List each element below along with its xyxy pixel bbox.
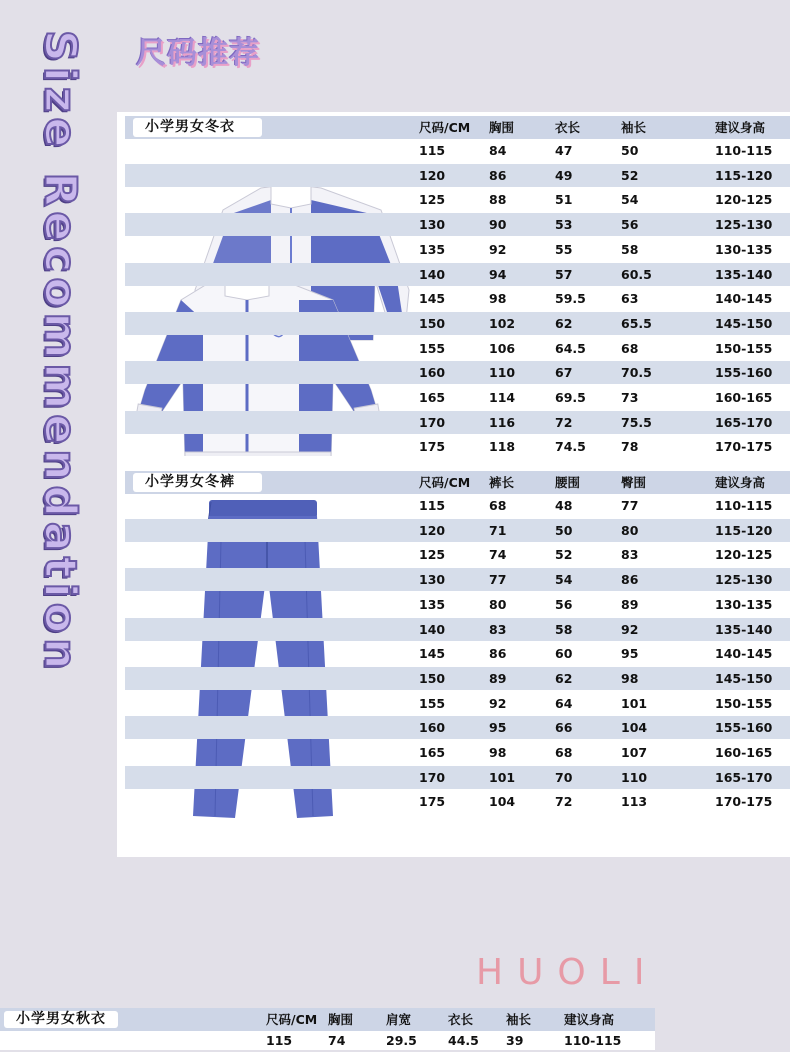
table-cell: 75.5 [621, 414, 652, 430]
table-cell: 125-130 [715, 572, 773, 588]
table-cell: 170 [419, 414, 446, 430]
table-cell: 92 [489, 695, 507, 711]
table-cell: 57 [555, 266, 573, 282]
column-header: 建议身高 [715, 475, 766, 490]
table-cell: 170-175 [715, 794, 773, 810]
table-cell: 86 [489, 646, 507, 662]
table-cell: 140-145 [715, 291, 773, 307]
table-cell: 80 [621, 522, 639, 538]
table-cell: 92 [489, 241, 507, 257]
table-cell: 114 [489, 390, 516, 405]
table-cell: 64 [555, 695, 573, 711]
table-cell: 49 [555, 167, 573, 183]
table-cell: 140 [419, 621, 446, 637]
table-cell: 150-155 [715, 695, 773, 711]
table-cell: 170 [419, 769, 446, 785]
table-row [125, 287, 790, 310]
table-title: 小学男女秋衣 [4, 1011, 118, 1028]
table-cell: 68 [555, 745, 573, 760]
column-header: 裤长 [489, 475, 515, 490]
table-cell: 170-175 [715, 439, 773, 455]
table-cell: 56 [555, 596, 573, 612]
column-header: 建议身高 [564, 1012, 615, 1027]
table-cell: 58 [621, 241, 639, 257]
table-cell: 86 [621, 572, 639, 588]
table-cell: 92 [621, 621, 639, 637]
table-row [125, 593, 790, 616]
table-row [125, 386, 790, 409]
table-cell: 89 [621, 596, 639, 612]
table-cell: 130-135 [715, 241, 773, 257]
table-row [125, 164, 790, 187]
table-cell: 125-130 [715, 217, 773, 233]
table-row [125, 337, 790, 360]
table-row [125, 568, 790, 591]
table-header-row [125, 116, 790, 139]
table-cell: 63 [621, 291, 639, 307]
table-cell: 165-170 [715, 414, 773, 430]
table-cell: 83 [621, 547, 639, 563]
table-cell: 73 [621, 390, 639, 405]
table-title: 小学男女冬衣 [133, 118, 262, 137]
table-row [125, 790, 790, 813]
table-cell: 110-115 [715, 143, 773, 158]
table-row [125, 188, 790, 211]
table-cell: 115-120 [715, 522, 773, 538]
table-cell: 155 [419, 695, 446, 711]
table-cell: 130-135 [715, 596, 773, 612]
page-heading: 尺码推荐 [136, 36, 260, 71]
table-header-row [125, 471, 790, 494]
table-cell: 62 [555, 315, 573, 331]
autumn-top-size-table [0, 1008, 655, 1050]
table-cell: 104 [489, 794, 516, 810]
table-cell: 140 [419, 266, 446, 282]
table-cell: 59.5 [555, 291, 586, 307]
table-cell: 165 [419, 390, 446, 405]
column-header: 衣长 [448, 1012, 474, 1027]
table-cell: 74 [489, 547, 507, 563]
table-row [125, 494, 790, 517]
table-cell: 68 [621, 340, 639, 356]
table-cell: 52 [621, 167, 639, 183]
table-cell: 118 [489, 439, 516, 455]
table-cell: 69.5 [555, 390, 586, 405]
size-charts-panel [117, 112, 790, 857]
table-cell: 155-160 [715, 365, 773, 381]
table-cell: 150-155 [715, 340, 773, 356]
table-cell: 95 [621, 646, 639, 662]
table-row [125, 642, 790, 665]
table-row [125, 238, 790, 261]
table-cell: 84 [489, 143, 507, 158]
table-cell: 145-150 [715, 670, 773, 686]
table-cell: 56 [621, 217, 639, 233]
column-header: 袖长 [506, 1012, 532, 1027]
table-cell: 74.5 [555, 439, 586, 455]
table-cell: 94 [489, 266, 507, 282]
table-row [125, 716, 790, 739]
table-cell: 65.5 [621, 315, 652, 331]
table-cell: 115 [266, 1033, 293, 1048]
table-row [125, 435, 790, 458]
table-cell: 58 [555, 621, 573, 637]
table-cell: 110 [489, 365, 516, 381]
table-cell: 70 [555, 769, 573, 785]
table-cell: 88 [489, 192, 507, 208]
table-cell: 130 [419, 217, 446, 233]
table-cell: 48 [555, 498, 573, 513]
table-cell: 52 [555, 547, 573, 563]
table-cell: 50 [621, 143, 639, 158]
table-cell: 53 [555, 217, 573, 233]
table-cell: 120-125 [715, 192, 773, 208]
column-header: 臀围 [621, 475, 647, 490]
table-cell: 160 [419, 720, 446, 736]
table-cell: 60 [555, 646, 573, 662]
column-header: 胸围 [328, 1012, 354, 1027]
brand-name: HUOLI [476, 952, 659, 993]
table-cell: 98 [489, 745, 507, 760]
table-row [125, 618, 790, 641]
table-row [125, 692, 790, 715]
column-header: 尺码/CM [419, 120, 471, 135]
table-cell: 102 [489, 315, 516, 331]
table-cell: 39 [506, 1033, 524, 1048]
table-cell: 150 [419, 315, 446, 331]
table-cell: 135 [419, 241, 446, 257]
table-cell: 70.5 [621, 365, 652, 381]
table-cell: 101 [621, 695, 648, 711]
table-cell: 104 [621, 720, 648, 736]
table-cell: 116 [489, 414, 516, 430]
table-cell: 106 [489, 340, 516, 356]
column-header: 袖长 [621, 120, 647, 135]
column-header: 尺码/CM [419, 475, 471, 490]
table-cell: 68 [489, 498, 507, 513]
table-cell: 115-120 [715, 167, 773, 183]
table-cell: 175 [419, 794, 446, 810]
table-cell: 50 [555, 522, 573, 538]
table-cell: 54 [555, 572, 573, 588]
table-cell: 72 [555, 414, 573, 430]
table-cell: 72 [555, 794, 573, 810]
table-row [125, 519, 790, 542]
table-cell: 135-140 [715, 266, 773, 282]
table-cell: 47 [555, 143, 573, 158]
table-cell: 54 [621, 192, 639, 208]
table-cell: 155-160 [715, 720, 773, 736]
table-row [125, 667, 790, 690]
table-cell: 115 [419, 143, 446, 158]
table-header-row [0, 1008, 655, 1031]
column-header: 建议身高 [715, 120, 766, 135]
table-row [125, 312, 790, 335]
table-cell: 125 [419, 547, 446, 563]
table-cell: 135 [419, 596, 446, 612]
table-cell: 120 [419, 167, 446, 183]
table-cell: 64.5 [555, 340, 586, 356]
table-cell: 120 [419, 522, 446, 538]
table-row [125, 543, 790, 566]
table-cell: 135-140 [715, 621, 773, 637]
table-cell: 74 [328, 1033, 346, 1048]
table-row [0, 1029, 655, 1052]
table-row [125, 263, 790, 286]
table-cell: 113 [621, 794, 648, 810]
table-cell: 175 [419, 439, 446, 455]
table-row [125, 766, 790, 789]
table-cell: 51 [555, 192, 573, 208]
column-header: 衣长 [555, 120, 581, 135]
table-cell: 98 [489, 291, 507, 307]
table-cell: 165 [419, 745, 446, 760]
table-cell: 165-170 [715, 769, 773, 785]
table-row [125, 213, 790, 236]
table-cell: 150 [419, 670, 446, 686]
table-cell: 60.5 [621, 266, 652, 282]
table-cell: 77 [621, 498, 639, 513]
table-cell: 29.5 [386, 1033, 417, 1048]
side-title-text: Size Recommendation [34, 30, 86, 675]
table-cell: 110 [621, 769, 648, 785]
table-cell: 83 [489, 621, 507, 637]
table-cell: 90 [489, 217, 507, 233]
table-cell: 77 [489, 572, 507, 588]
table-cell: 145 [419, 291, 446, 307]
table-cell: 120-125 [715, 547, 773, 563]
table-cell: 67 [555, 365, 573, 381]
column-header: 胸围 [489, 120, 515, 135]
table-cell: 101 [489, 769, 516, 785]
table-title: 小学男女冬裤 [133, 473, 262, 492]
column-header: 肩宽 [386, 1012, 412, 1027]
column-header: 腰围 [555, 475, 581, 490]
table-cell: 160-165 [715, 745, 773, 760]
table-cell: 140-145 [715, 646, 773, 662]
table-cell: 78 [621, 439, 639, 455]
table-cell: 66 [555, 720, 573, 736]
table-cell: 110-115 [715, 498, 773, 513]
side-title [36, 30, 84, 720]
table-cell: 55 [555, 241, 573, 257]
table-row [125, 741, 790, 764]
column-header: 尺码/CM [266, 1012, 318, 1027]
table-cell: 160-165 [715, 390, 773, 405]
table-cell: 107 [621, 745, 648, 760]
table-cell: 98 [621, 670, 639, 686]
table-cell: 62 [555, 670, 573, 686]
table-cell: 125 [419, 192, 446, 208]
table-cell: 44.5 [448, 1033, 479, 1048]
table-cell: 160 [419, 365, 446, 381]
table-cell: 130 [419, 572, 446, 588]
table-cell: 80 [489, 596, 507, 612]
table-row [125, 361, 790, 384]
table-row [125, 411, 790, 434]
table-cell: 86 [489, 167, 507, 183]
table-cell: 95 [489, 720, 507, 736]
table-cell: 155 [419, 340, 446, 356]
table-cell: 89 [489, 670, 507, 686]
table-cell: 110-115 [564, 1033, 622, 1048]
table-cell: 115 [419, 498, 446, 513]
table-cell: 145-150 [715, 315, 773, 331]
table-cell: 145 [419, 646, 446, 662]
table-cell: 71 [489, 522, 507, 538]
table-row [125, 139, 790, 162]
